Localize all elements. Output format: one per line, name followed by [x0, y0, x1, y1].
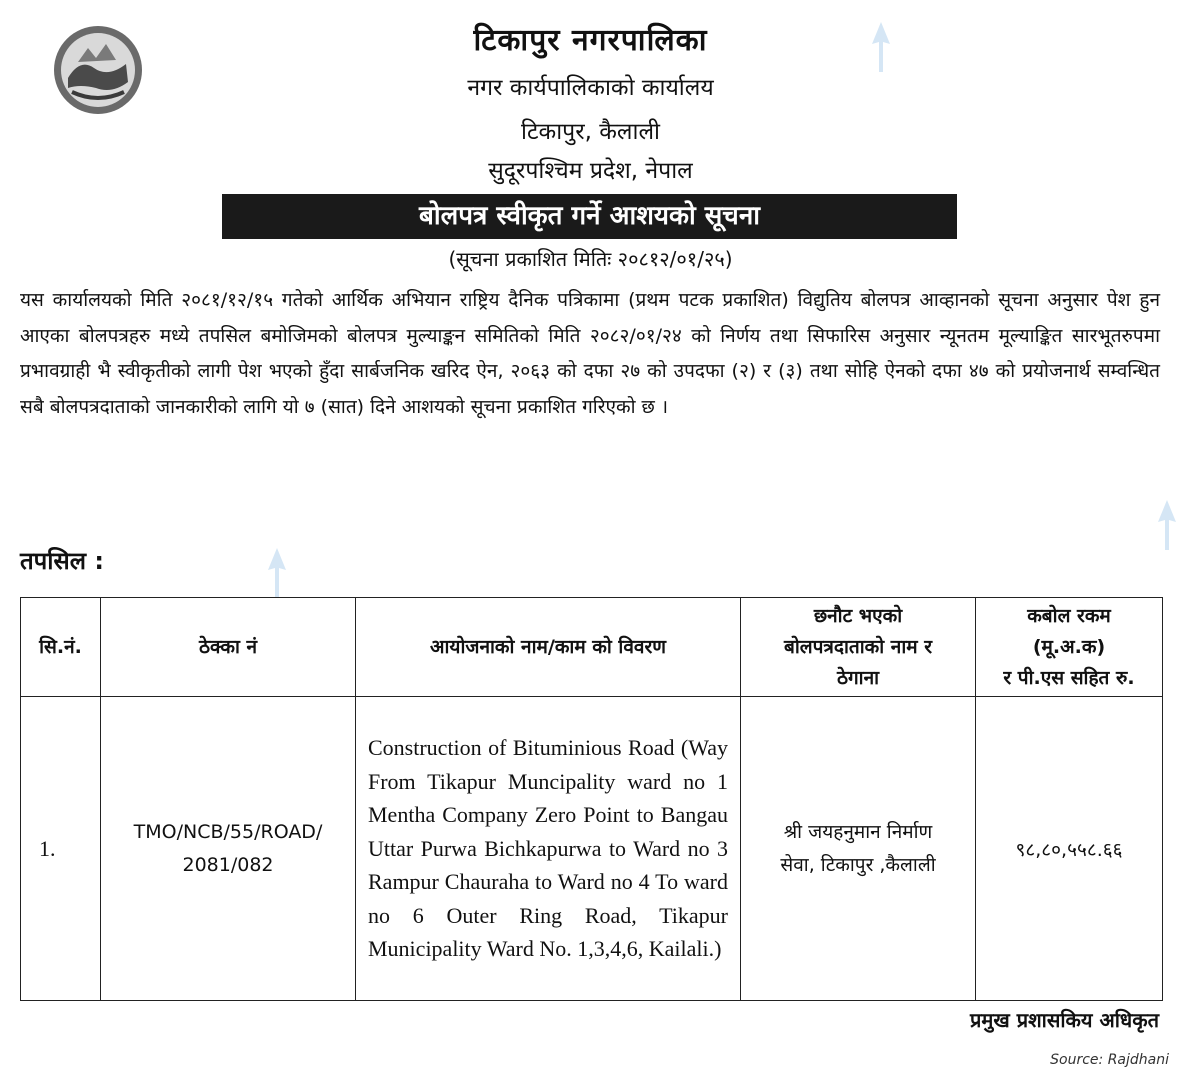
header-project-description: आयोजनाको नाम/काम को विवरण: [356, 598, 741, 697]
cell-selected-bidder: [741, 697, 976, 1001]
watermark-arrow-icon: [1158, 500, 1176, 550]
header-contract-number: ठेक्का नं: [101, 598, 356, 697]
contract-number-line: TMO/NCB/55/ROAD/: [133, 820, 323, 843]
source-credit: Source: Rajdhani: [1050, 1052, 1169, 1068]
province-name: सुदूरपश्चिम प्रदेश, नेपाल: [488, 158, 693, 184]
office-location: टिकापुर, कैलाली: [520, 119, 661, 145]
cell-bid-amount: ९८,८०,५५८.६६: [976, 697, 1163, 1001]
bid-acceptance-table: [20, 597, 1163, 1001]
office-name: नगर कार्यपालिकाको कार्यालय: [467, 75, 714, 101]
header-amount-line: कबोल रकम: [1027, 604, 1111, 627]
header-amount-line: (मू.अ.क): [1032, 635, 1106, 658]
cell-project-description: Construction of Bituminious Road (Way From Tikapur Muncipality ward no 1 Mentha Company Zero Point to Bangau Uttar Purwa Bichkapurwa to Ward no 3 Rampur Chauraha to Ward no 4 To ward no 6 Outer Ring Road, Tikapur Municipality Ward No. 1,3,4,6, Kailali.): [356, 697, 741, 1001]
header-serial-number: सि.नं.: [21, 598, 101, 697]
header-bidder-line: बोलपत्रदाताको नाम र: [783, 635, 933, 658]
signatory-title: प्रमुख प्रशासकिय अधिकृत: [970, 1008, 1159, 1032]
notice-title-banner: बोलपत्र स्वीकृत गर्ने आशयको सूचना: [222, 194, 957, 239]
header-bid-amount: [976, 598, 1163, 697]
notice-body: यस कार्यालयको मिति २०८१/१२/१५ गतेको आर्थिक अभियान राष्ट्रिय दैनिक पत्रिकामा (प्रथम पटक प्रकाशित) विद्युतिय बोलपत्र आव्हानको सूचना अनुसार पेश हुन आएका बोलपत्रहरु मध्ये तपसिल बमोजिमको बोलपत्र मुल्याङ्कन समितिको मिति २०८२/०१/२४ को निर्णय तथा सिफारिस अनुसार न्यूनतम मूल्याङ्कित सारभूतरुपमा प्रभावग्राही भै स्वीकृतीको लागी पेश भएको हुँदा सार्बजनिक खरिद ऐन, २०६३ को दफा २७ को उपदफा (२) र (३) तथा सोहि ऐनको दफा ४७ को प्रयोजनार्थ सम्वन्धित सबै बोलपत्रदाताको जानकारीको लागि यो ७ (सात) दिने आशयको सूचना प्रकाशित गरिएको छ ।: [20, 289, 1160, 418]
header-bidder-line: छनौट भएको: [813, 604, 903, 627]
bidder-line: सेवा, टिकापुर ,कैलाली: [780, 853, 936, 876]
org-name: टिकापुर नगरपालिका: [473, 23, 708, 58]
bidder-line: श्री जयहनुमान निर्माण: [783, 820, 933, 843]
cell-serial-number: 1.: [21, 697, 101, 1001]
published-date: (सूचना प्रकाशित मितिः २०८१२/०१/२५): [448, 247, 733, 271]
watermark-arrow-icon: [268, 548, 286, 598]
contract-number-line: 2081/082: [182, 853, 274, 876]
table-header-row: [21, 598, 1163, 697]
header-selected-bidder: [741, 598, 976, 697]
details-label: तपसिल :: [20, 547, 104, 575]
header-bidder-line: ठेगाना: [836, 666, 880, 689]
table-row: [21, 697, 1163, 1001]
header-amount-line: र पी.एस सहित रु.: [1003, 666, 1135, 689]
cell-contract-number: [101, 697, 356, 1001]
